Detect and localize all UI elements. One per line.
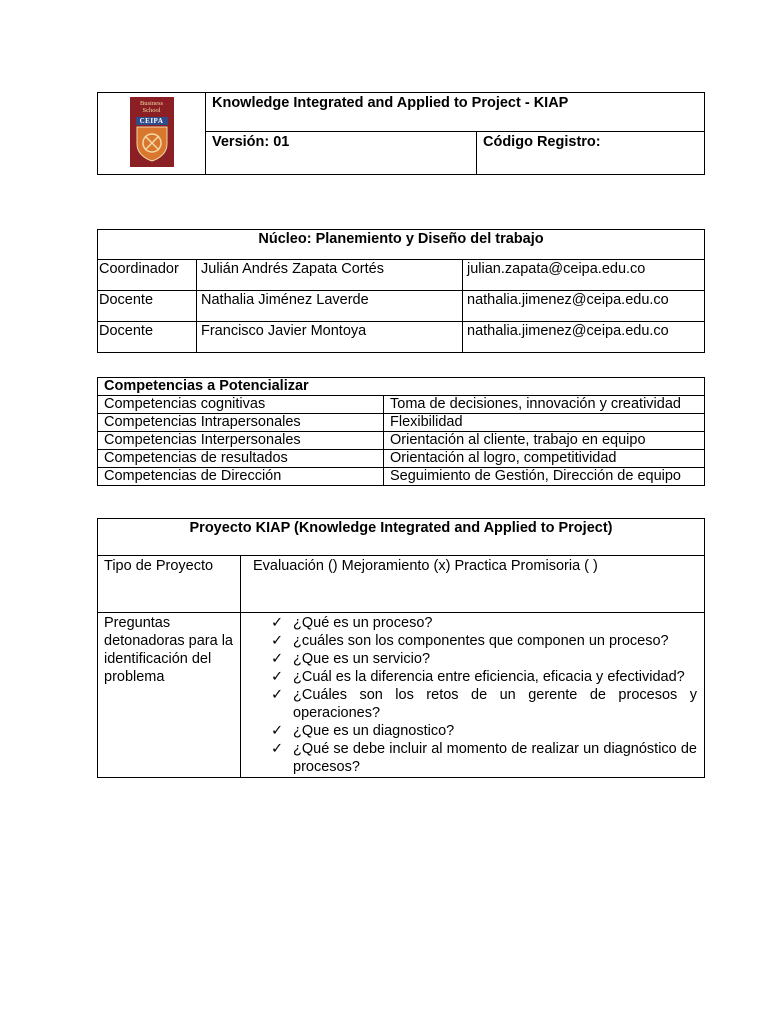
list-item (271, 614, 697, 632)
question-text: ¿Cuáles son los retos de un gerente de procesos y operaciones? (293, 687, 697, 721)
nucleo-table (97, 229, 705, 353)
document-title: Knowledge Integrated and Applied to Project - KIAP (206, 93, 705, 132)
competencias-title: Competencias a Potencializar (98, 378, 705, 396)
check-icon: ✓ (271, 651, 284, 667)
table-row (98, 322, 705, 353)
competencia-value: Orientación al logro, competitividad (384, 450, 705, 468)
name-cell: Nathalia Jiménez Laverde (197, 291, 463, 322)
nucleo-title: Núcleo: Planemiento y Diseño del trabajo (98, 230, 705, 260)
codigo-registro-cell: Código Registro: (477, 132, 705, 175)
logo-line2: School (142, 106, 161, 114)
question-text: ¿Cuál es la diferencia entre eficiencia, eficacia y efectividad? (293, 669, 685, 685)
table-row (98, 414, 705, 432)
table-row (98, 291, 705, 322)
logo-cell (98, 93, 206, 175)
question-text: ¿cuáles son los componentes que componen un proceso? (293, 633, 669, 649)
list-item (271, 722, 697, 740)
preguntas-list (271, 614, 697, 776)
email-cell: nathalia.jimenez@ceipa.edu.co (463, 291, 705, 322)
logo-line1: Business (139, 99, 164, 107)
question-text: ¿Qué es un proceso? (293, 615, 433, 631)
competencia-value: Toma de decisiones, innovación y creatividad (384, 396, 705, 414)
list-item (271, 686, 697, 722)
competencia-value: Orientación al cliente, trabajo en equipo (384, 432, 705, 450)
table-row (98, 450, 705, 468)
tipo-proyecto-label: Tipo de Proyecto (98, 556, 241, 613)
check-icon: ✓ (271, 741, 284, 757)
competencia-name: Competencias Intrapersonales (98, 414, 384, 432)
logo-brand: CEIPA (136, 117, 168, 125)
role-cell: Docente (98, 291, 197, 322)
preguntas-label: Preguntas detonadoras para la identificación del problema (98, 613, 241, 778)
competencia-name: Competencias de resultados (98, 450, 384, 468)
version-cell: Versión: 01 (206, 132, 477, 175)
competencia-name: Competencias cognitivas (98, 396, 384, 414)
competencia-name: Competencias de Dirección (98, 468, 384, 486)
table-row (98, 260, 705, 291)
competencia-value: Seguimiento de Gestión, Dirección de equipo (384, 468, 705, 486)
check-icon: ✓ (271, 669, 284, 685)
list-item (271, 632, 697, 650)
competencias-table (97, 377, 705, 486)
competencia-name: Competencias Interpersonales (98, 432, 384, 450)
check-icon: ✓ (271, 633, 284, 649)
shield-icon (136, 126, 168, 162)
role-cell: Docente (98, 322, 197, 353)
ceipa-logo (130, 97, 174, 167)
question-text: ¿Que es un diagnostico? (293, 723, 455, 739)
list-item (271, 740, 697, 776)
list-item (271, 650, 697, 668)
check-icon: ✓ (271, 723, 284, 739)
header-table (97, 92, 705, 175)
proyecto-table (97, 518, 705, 778)
email-cell: julian.zapata@ceipa.edu.co (463, 260, 705, 291)
table-row (98, 432, 705, 450)
email-cell: nathalia.jimenez@ceipa.edu.co (463, 322, 705, 353)
question-text: ¿Que es un servicio? (293, 651, 431, 667)
name-cell: Francisco Javier Montoya (197, 322, 463, 353)
proyecto-title: Proyecto KIAP (Knowledge Integrated and Applied to Project) (98, 519, 705, 556)
competencia-value: Flexibilidad (384, 414, 705, 432)
tipo-proyecto-value: Evaluación () Mejoramiento (x) Practica Promisoria ( ) (241, 556, 705, 613)
role-cell: Coordinador (98, 260, 197, 291)
name-cell: Julián Andrés Zapata Cortés (197, 260, 463, 291)
preguntas-cell (241, 613, 705, 778)
table-row (98, 396, 705, 414)
table-row (98, 468, 705, 486)
check-icon: ✓ (271, 687, 284, 703)
question-text: ¿Qué se debe incluir al momento de realizar un diagnóstico de procesos? (293, 741, 697, 775)
list-item (271, 668, 697, 686)
check-icon: ✓ (271, 615, 284, 631)
